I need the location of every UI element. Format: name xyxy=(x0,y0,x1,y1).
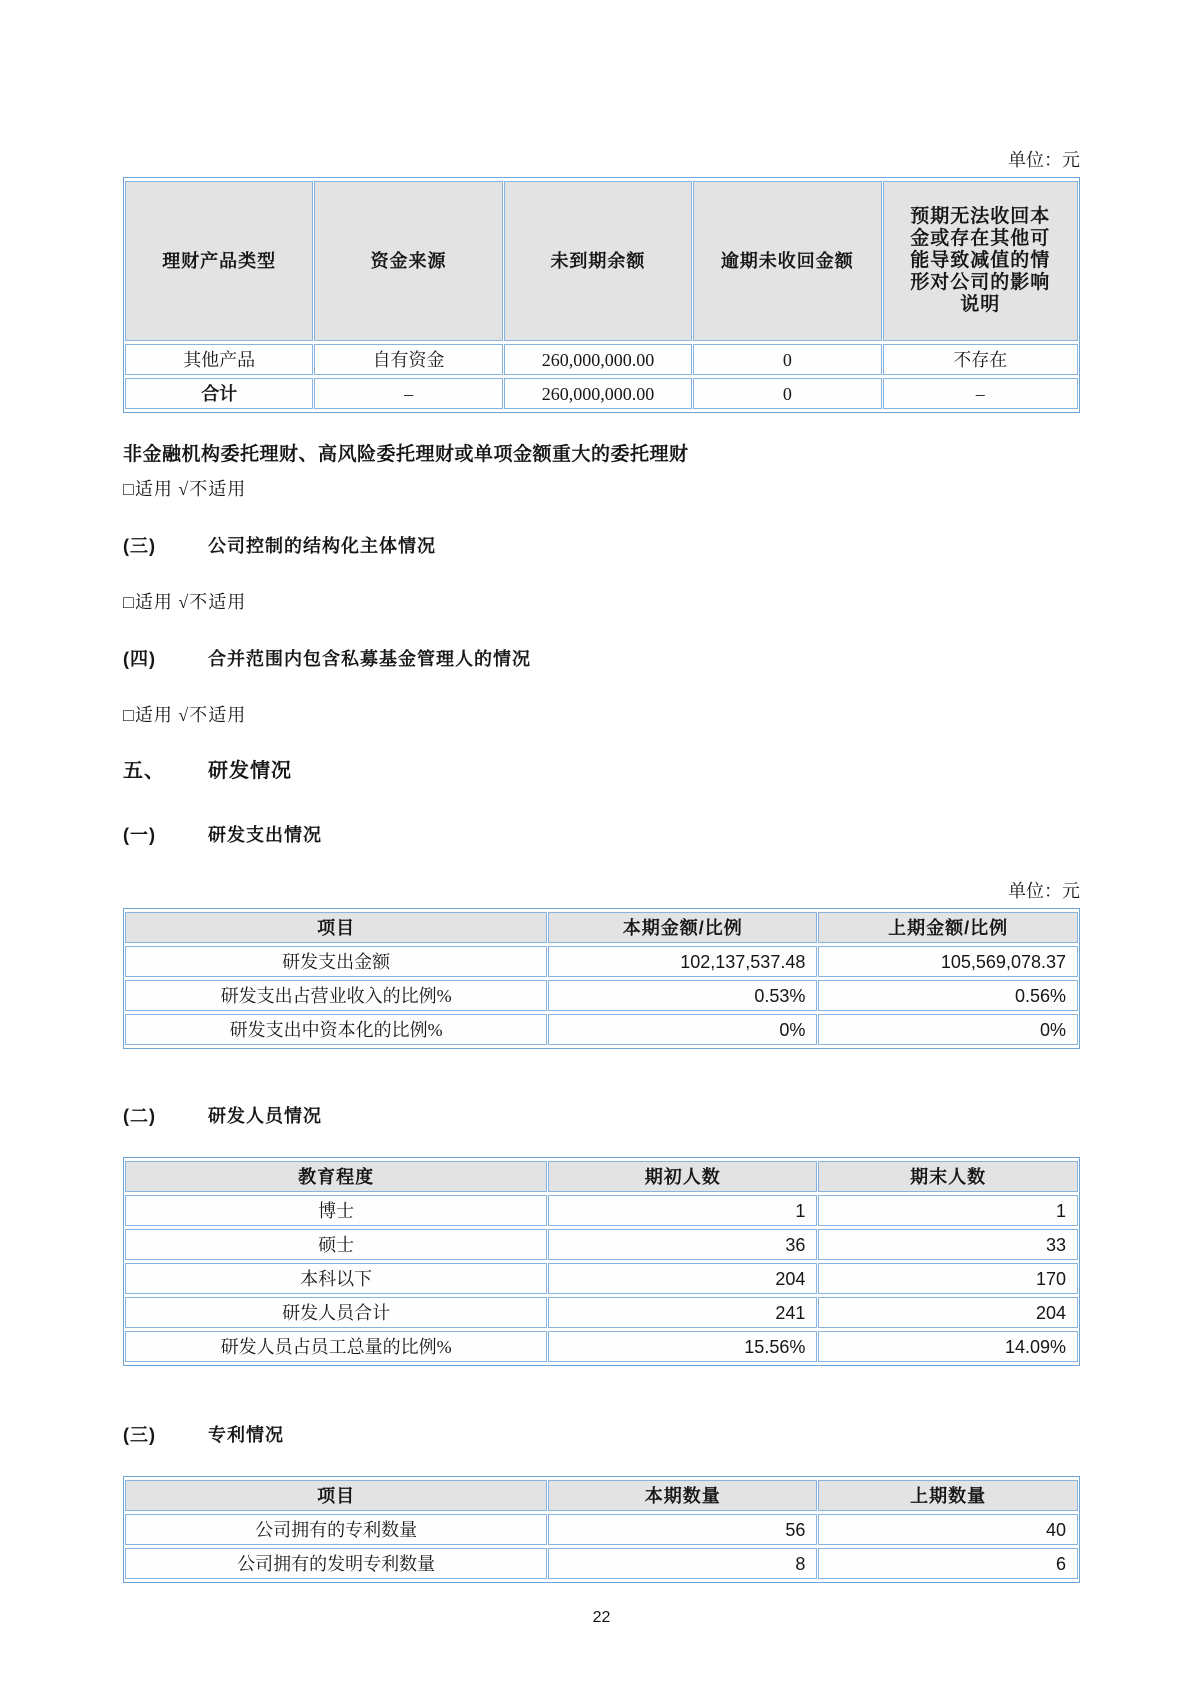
cell-product-type: 其他产品 xyxy=(125,344,313,375)
table-header-row xyxy=(125,181,1078,341)
cell-outstanding-balance: 260,000,000.00 xyxy=(504,344,692,375)
cell-prior-value: 0% xyxy=(818,1014,1078,1045)
section-title: 公司控制的结构化主体情况 xyxy=(208,536,436,556)
applicability-line: □适用 √不适用 xyxy=(123,705,247,725)
cell-education: 研发人员合计 xyxy=(125,1297,547,1328)
unit-label: 单位：元 xyxy=(1008,150,1080,170)
column-header-education: 教育程度 xyxy=(125,1161,547,1192)
column-header-fund-source: 资金来源 xyxy=(314,181,502,341)
cell-item: 研发支出占营业收入的比例% xyxy=(125,980,547,1011)
cell-total-label: 合计 xyxy=(125,378,313,409)
cell-item: 公司拥有的发明专利数量 xyxy=(125,1548,547,1579)
cell-prior-value: 0.56% xyxy=(818,980,1078,1011)
cell-beginning-count: 15.56% xyxy=(548,1331,817,1362)
cell-ending-count: 14.09% xyxy=(818,1331,1078,1362)
cell-current-value: 102,137,537.48 xyxy=(548,946,817,977)
section-title: 研发情况 xyxy=(208,760,292,782)
cell-fund-source: – xyxy=(314,378,502,409)
section-heading-private-fund-managers xyxy=(123,648,1080,670)
section-heading-structured-entities xyxy=(123,535,1080,557)
page-number: 22 xyxy=(592,1609,611,1626)
cell-beginning-count: 1 xyxy=(548,1195,817,1226)
table-row xyxy=(125,946,1078,977)
table-row xyxy=(125,344,1078,375)
section-title: 研发人员情况 xyxy=(208,1106,322,1126)
cell-current-value: 0.53% xyxy=(548,980,817,1011)
cell-impairment-note: – xyxy=(883,378,1079,409)
cell-prior-count: 40 xyxy=(818,1514,1078,1545)
cell-ending-count: 1 xyxy=(818,1195,1078,1226)
table-row xyxy=(125,1229,1078,1260)
cell-education: 研发人员占员工总量的比例% xyxy=(125,1331,547,1362)
section-number: (二) xyxy=(123,1106,156,1126)
cell-prior-count: 6 xyxy=(818,1548,1078,1579)
column-header-beginning-count: 期初人数 xyxy=(548,1161,817,1192)
cell-education: 本科以下 xyxy=(125,1263,547,1294)
section-number: (四) xyxy=(123,649,156,669)
cell-beginning-count: 204 xyxy=(548,1263,817,1294)
section-number: (三) xyxy=(123,1425,156,1445)
cell-overdue-amount: 0 xyxy=(693,378,881,409)
table-row xyxy=(125,1331,1078,1362)
cell-impairment-note: 不存在 xyxy=(883,344,1079,375)
section-heading-patents xyxy=(123,1424,1080,1446)
cell-ending-count: 33 xyxy=(818,1229,1078,1260)
section-heading-rd-overview xyxy=(123,760,1080,782)
table-row xyxy=(125,980,1078,1011)
section-title: 合并范围内包含私募基金管理人的情况 xyxy=(208,649,531,669)
column-header-item: 项目 xyxy=(125,912,547,943)
table-row xyxy=(125,1014,1078,1045)
cell-education: 硕士 xyxy=(125,1229,547,1260)
column-header-current-count: 本期数量 xyxy=(548,1480,817,1511)
cell-item: 研发支出金额 xyxy=(125,946,547,977)
column-header-product-type: 理财产品类型 xyxy=(125,181,313,341)
section-number: (一) xyxy=(123,825,156,845)
table-row xyxy=(125,1195,1078,1226)
column-header-current-amount: 本期金额/比例 xyxy=(548,912,817,943)
applicability-line: □适用 √不适用 xyxy=(123,479,247,499)
section-title: 专利情况 xyxy=(208,1425,284,1445)
patents-table xyxy=(123,1476,1080,1583)
cell-beginning-count: 241 xyxy=(548,1297,817,1328)
table-header-row xyxy=(125,1480,1078,1511)
unit-label: 单位：元 xyxy=(1008,881,1080,901)
column-header-item: 项目 xyxy=(125,1480,547,1511)
rd-staff-table xyxy=(123,1157,1080,1366)
column-header-outstanding-balance: 未到期余额 xyxy=(504,181,692,341)
cell-item: 研发支出中资本化的比例% xyxy=(125,1014,547,1045)
non-financial-entrusted-note: 非金融机构委托理财、高风险委托理财或单项金额重大的委托理财 xyxy=(123,444,689,465)
cell-outstanding-balance: 260,000,000.00 xyxy=(504,378,692,409)
column-header-prior-count: 上期数量 xyxy=(818,1480,1078,1511)
cell-current-value: 0% xyxy=(548,1014,817,1045)
cell-item: 公司拥有的专利数量 xyxy=(125,1514,547,1545)
table-row-total xyxy=(125,378,1078,409)
section-heading-rd-staff xyxy=(123,1105,1080,1127)
cell-beginning-count: 36 xyxy=(548,1229,817,1260)
cell-fund-source: 自有资金 xyxy=(314,344,502,375)
table-row xyxy=(125,1514,1078,1545)
section-number: 五、 xyxy=(123,760,165,782)
table-header-row xyxy=(125,912,1078,943)
cell-overdue-amount: 0 xyxy=(693,344,881,375)
column-header-overdue-amount: 逾期未收回金额 xyxy=(693,181,881,341)
column-header-prior-amount: 上期金额/比例 xyxy=(818,912,1078,943)
section-title: 研发支出情况 xyxy=(208,825,322,845)
cell-current-count: 56 xyxy=(548,1514,817,1545)
section-heading-rd-expense xyxy=(123,824,1080,846)
cell-ending-count: 204 xyxy=(818,1297,1078,1328)
cell-prior-value: 105,569,078.37 xyxy=(818,946,1078,977)
applicability-line: □适用 √不适用 xyxy=(123,592,247,612)
column-header-impairment-note xyxy=(883,181,1079,341)
table-row xyxy=(125,1297,1078,1328)
column-header-impairment-note-text: 预期无法收回本金或存在其他可能导致减值的情形对公司的影响说明 xyxy=(910,206,1051,315)
column-header-ending-count: 期末人数 xyxy=(818,1161,1078,1192)
rd-expense-table xyxy=(123,908,1080,1049)
table-header-row xyxy=(125,1161,1078,1192)
section-number: (三) xyxy=(123,536,156,556)
cell-education: 博士 xyxy=(125,1195,547,1226)
table-row xyxy=(125,1548,1078,1579)
cell-ending-count: 170 xyxy=(818,1263,1078,1294)
cell-current-count: 8 xyxy=(548,1548,817,1579)
table-row xyxy=(125,1263,1078,1294)
wealth-products-table xyxy=(123,177,1080,413)
